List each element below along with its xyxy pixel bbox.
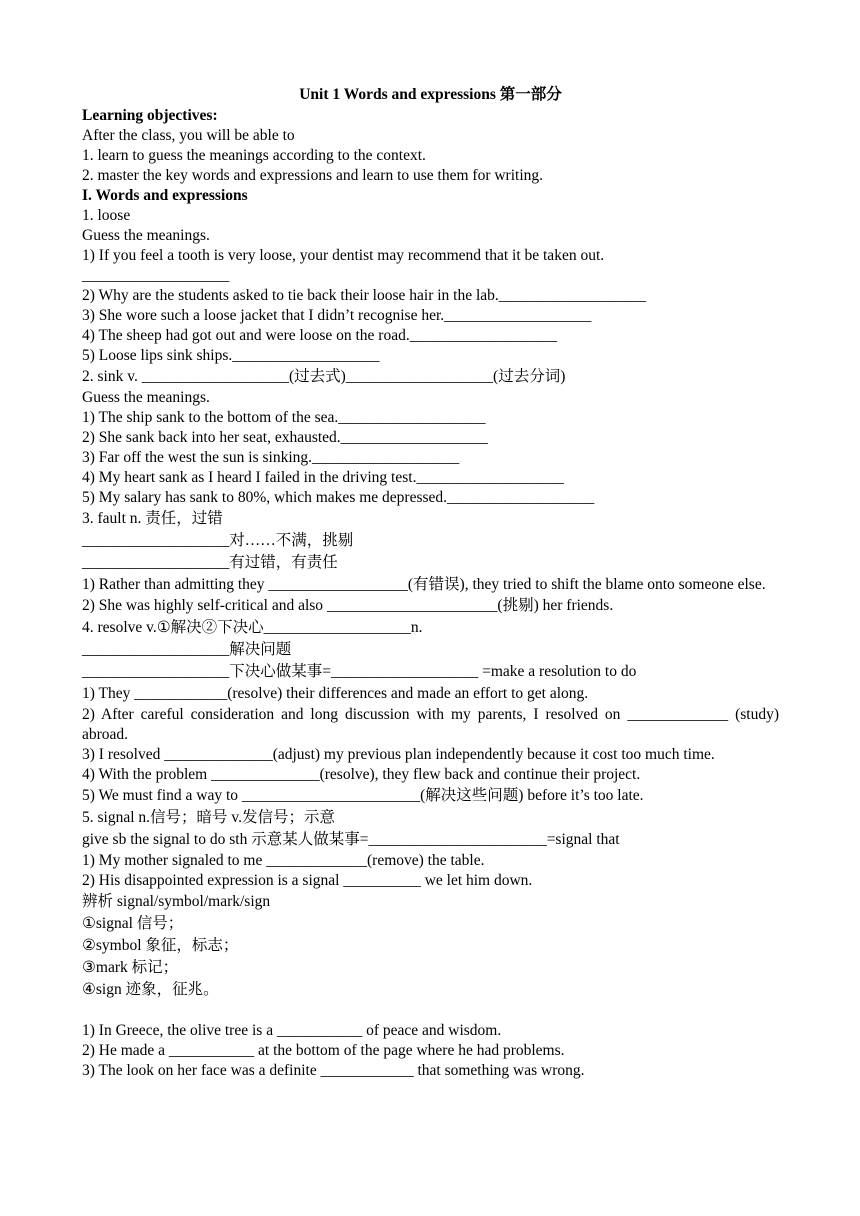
answer-blank: ___________________ bbox=[82, 267, 230, 284]
word-entry-fault: 3. fault n. 责任，过错 bbox=[82, 510, 223, 527]
word-entry-resolve: 4. resolve v.①解决②下决心___________________n. bbox=[82, 619, 423, 636]
compare-item: ②symbol 象征，标志； bbox=[82, 937, 239, 954]
sentence: 5) We must find a way to _______________________(解决这些问题) before it’s too late. bbox=[82, 787, 644, 804]
guess-prompt: Guess the meanings. bbox=[82, 389, 210, 406]
sentence: 5) Loose lips sink ships.___________________ bbox=[82, 347, 380, 364]
sentence: 2) She sank back into her seat, exhausted.___________________ bbox=[82, 429, 488, 446]
sentence: 4) With the problem ______________(resolve), they flew back and continue their project. bbox=[82, 766, 641, 783]
section-heading: I. Words and expressions bbox=[82, 187, 248, 204]
page-title: Unit 1 Words and expressions 第一部分 bbox=[299, 86, 562, 103]
spacer bbox=[82, 1001, 779, 1021]
sentence: 1) My mother signaled to me _____________(remove) the table. bbox=[82, 852, 485, 869]
word-entry-signal: 5. signal n.信号；暗号 v.发信号；示意 bbox=[82, 809, 336, 826]
sentence: 2) She was highly self-critical and also ______________________(挑剔) her friends. bbox=[82, 597, 614, 614]
guess-prompt: Guess the meanings. bbox=[82, 227, 210, 244]
objectives-heading: Learning objectives: bbox=[82, 107, 218, 124]
sentence: 1) They ____________(resolve) their differences and made an effort to get along. bbox=[82, 685, 589, 702]
phrase-line: ___________________下决心做某事=___________________ =make a resolution to do bbox=[82, 663, 637, 680]
compare-item: ③mark 标记； bbox=[82, 959, 179, 976]
objective-item: 2. master the key words and expressions and learn to use them for writing. bbox=[82, 167, 544, 184]
exercise-sentence: 1) In Greece, the olive tree is a ___________ of peace and wisdom. bbox=[82, 1022, 502, 1039]
sentence: 1) If you feel a tooth is very loose, your dentist may recommend that it be taken out. bbox=[82, 247, 605, 264]
objective-item: 1. learn to guess the meanings according to the context. bbox=[82, 147, 426, 164]
phrase-line: ___________________有过错，有责任 bbox=[82, 554, 338, 571]
sentence: 1) The ship sank to the bottom of the sea.___________________ bbox=[82, 409, 486, 426]
sentence: 2) Why are the students asked to tie back their loose hair in the lab.___________________ bbox=[82, 287, 647, 304]
sentence: 3) Far off the west the sun is sinking.___________________ bbox=[82, 449, 460, 466]
phrase-line: ___________________对……不满，挑剔 bbox=[82, 532, 354, 549]
sentence: 2) After careful consideration and long discussion with my parents, I resolved on _____________ (study) abroad. bbox=[82, 706, 779, 743]
sentence: 4) My heart sank as I heard I failed in the driving test.___________________ bbox=[82, 469, 564, 486]
compare-item: ④sign 迹象，征兆。 bbox=[82, 981, 219, 998]
compare-item: ①signal 信号； bbox=[82, 915, 184, 932]
exercise-sentence: 2) He made a ___________ at the bottom of the page where he had problems. bbox=[82, 1042, 565, 1059]
sentence: 3) I resolved ______________(adjust) my previous plan independently because it cost too much time. bbox=[82, 746, 715, 763]
objectives-intro: After the class, you will be able to bbox=[82, 127, 295, 144]
exercise-sentence: 3) The look on her face was a definite ____________ that something was wrong. bbox=[82, 1062, 585, 1079]
sentence: 4) The sheep had got out and were loose on the road.___________________ bbox=[82, 327, 557, 344]
sentence: 1) Rather than admitting they __________________(有错误), they tried to shift the blame onto someone else. bbox=[82, 576, 766, 593]
sentence: 2) His disappointed expression is a signal __________ we let him down. bbox=[82, 872, 533, 889]
phrase-line: ___________________解决问题 bbox=[82, 641, 292, 658]
word-entry-loose: 1. loose bbox=[82, 207, 131, 224]
sentence: 5) My salary has sank to 80%, which makes me depressed.___________________ bbox=[82, 489, 595, 506]
worksheet-page bbox=[82, 84, 779, 1081]
sentence: 3) She wore such a loose jacket that I didn’t recognise her.___________________ bbox=[82, 307, 592, 324]
compare-heading: 辨析 signal/symbol/mark/sign bbox=[82, 893, 271, 910]
phrase-line: give sb the signal to do sth 示意某人做某事=_______________________=signal that bbox=[82, 831, 620, 848]
word-entry-sink: 2. sink v. ___________________(过去式)___________________(过去分词) bbox=[82, 368, 566, 385]
